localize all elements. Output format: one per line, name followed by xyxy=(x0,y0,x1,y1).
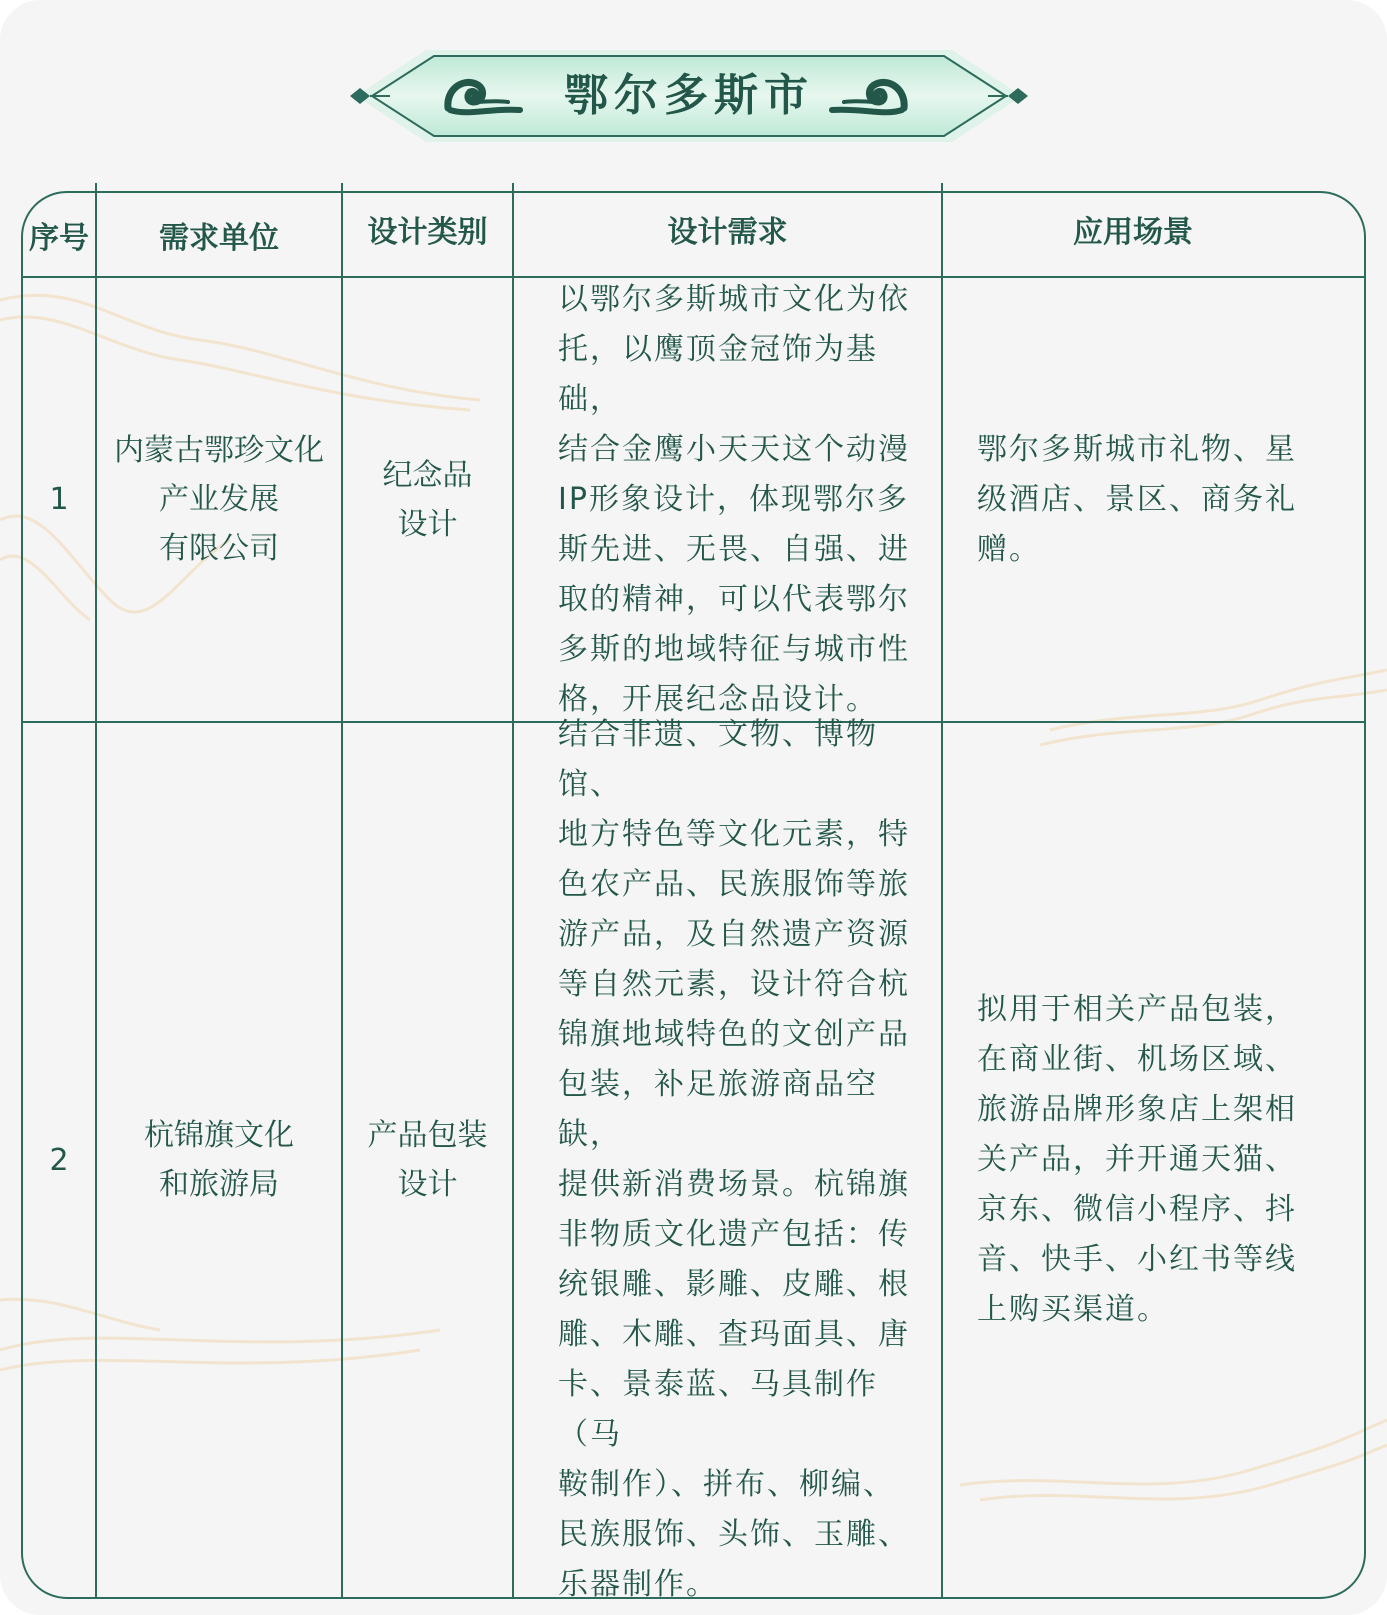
title-banner xyxy=(350,46,1028,146)
scenario-text: 拟用于相关产品包装， 在商业街、机场区域、 旅游品牌形象店上架相 关产品，并开通天猫、 京东、微信小程序、抖 音、快手、小红书等线 上购买渠道。 xyxy=(977,992,1297,1327)
row-2-category xyxy=(343,723,512,1597)
row-1-requirement xyxy=(514,278,941,721)
requirement-text: 结合非遗、文物、博物馆、 地方特色等文化元素，特 色农产品、民族服饰等旅 游产品，及自然遗产资源 等自然元素，设计符合杭 锦旗地域特色的文创产品 包装，补足旅游商品空缺， 提供新消费场景。杭锦旗 非物质文化遗产包括：传 统银雕、影雕、皮雕、根 雕、木雕、查玛面具、唐 卡、景泰蓝、马具制作（马 鞍制作）、拼布、柳编、 民族服饰、头饰、玉雕、 乐器制作。 xyxy=(558,717,910,1602)
row-1-scenario xyxy=(943,278,1323,721)
row-1-category xyxy=(343,278,512,721)
header-category: 设计类别 xyxy=(367,214,488,250)
row-2-requirement xyxy=(514,717,941,1602)
page-title: 鄂尔多斯市 xyxy=(564,70,814,121)
category-text: 纪念品 设计 xyxy=(382,457,473,542)
unit-text: 杭锦旗文化 和旅游局 xyxy=(144,1118,294,1202)
row-2-unit xyxy=(97,723,341,1597)
header-unit: 需求单位 xyxy=(159,220,279,256)
category-text: 产品包装 设计 xyxy=(367,1118,488,1202)
row-1-unit xyxy=(97,278,341,721)
header-scenario: 应用场景 xyxy=(1073,214,1193,250)
row-2-scenario xyxy=(943,723,1323,1597)
row-1-index: 1 xyxy=(49,482,69,517)
row-2-index: 2 xyxy=(49,1142,69,1178)
unit-text: 内蒙古鄂珍文化 产业发展 有限公司 xyxy=(114,433,324,566)
requirement-text: 以鄂尔多斯城市文化为依 托，以鹰顶金冠饰为基础， 结合金鹰小天天这个动漫 IP形象设计，体现鄂尔多 斯先进、无畏、自强、进 取的精神，可以代表鄂尔 多斯的地域特征与城市性 格，开展纪念品设计。 xyxy=(558,281,910,717)
header-requirement: 设计需求 xyxy=(667,214,788,250)
header-index: 序号 xyxy=(29,220,89,256)
scenario-text: 鄂尔多斯城市礼物、星 级酒店、景区、商务礼 赠。 xyxy=(977,431,1297,567)
